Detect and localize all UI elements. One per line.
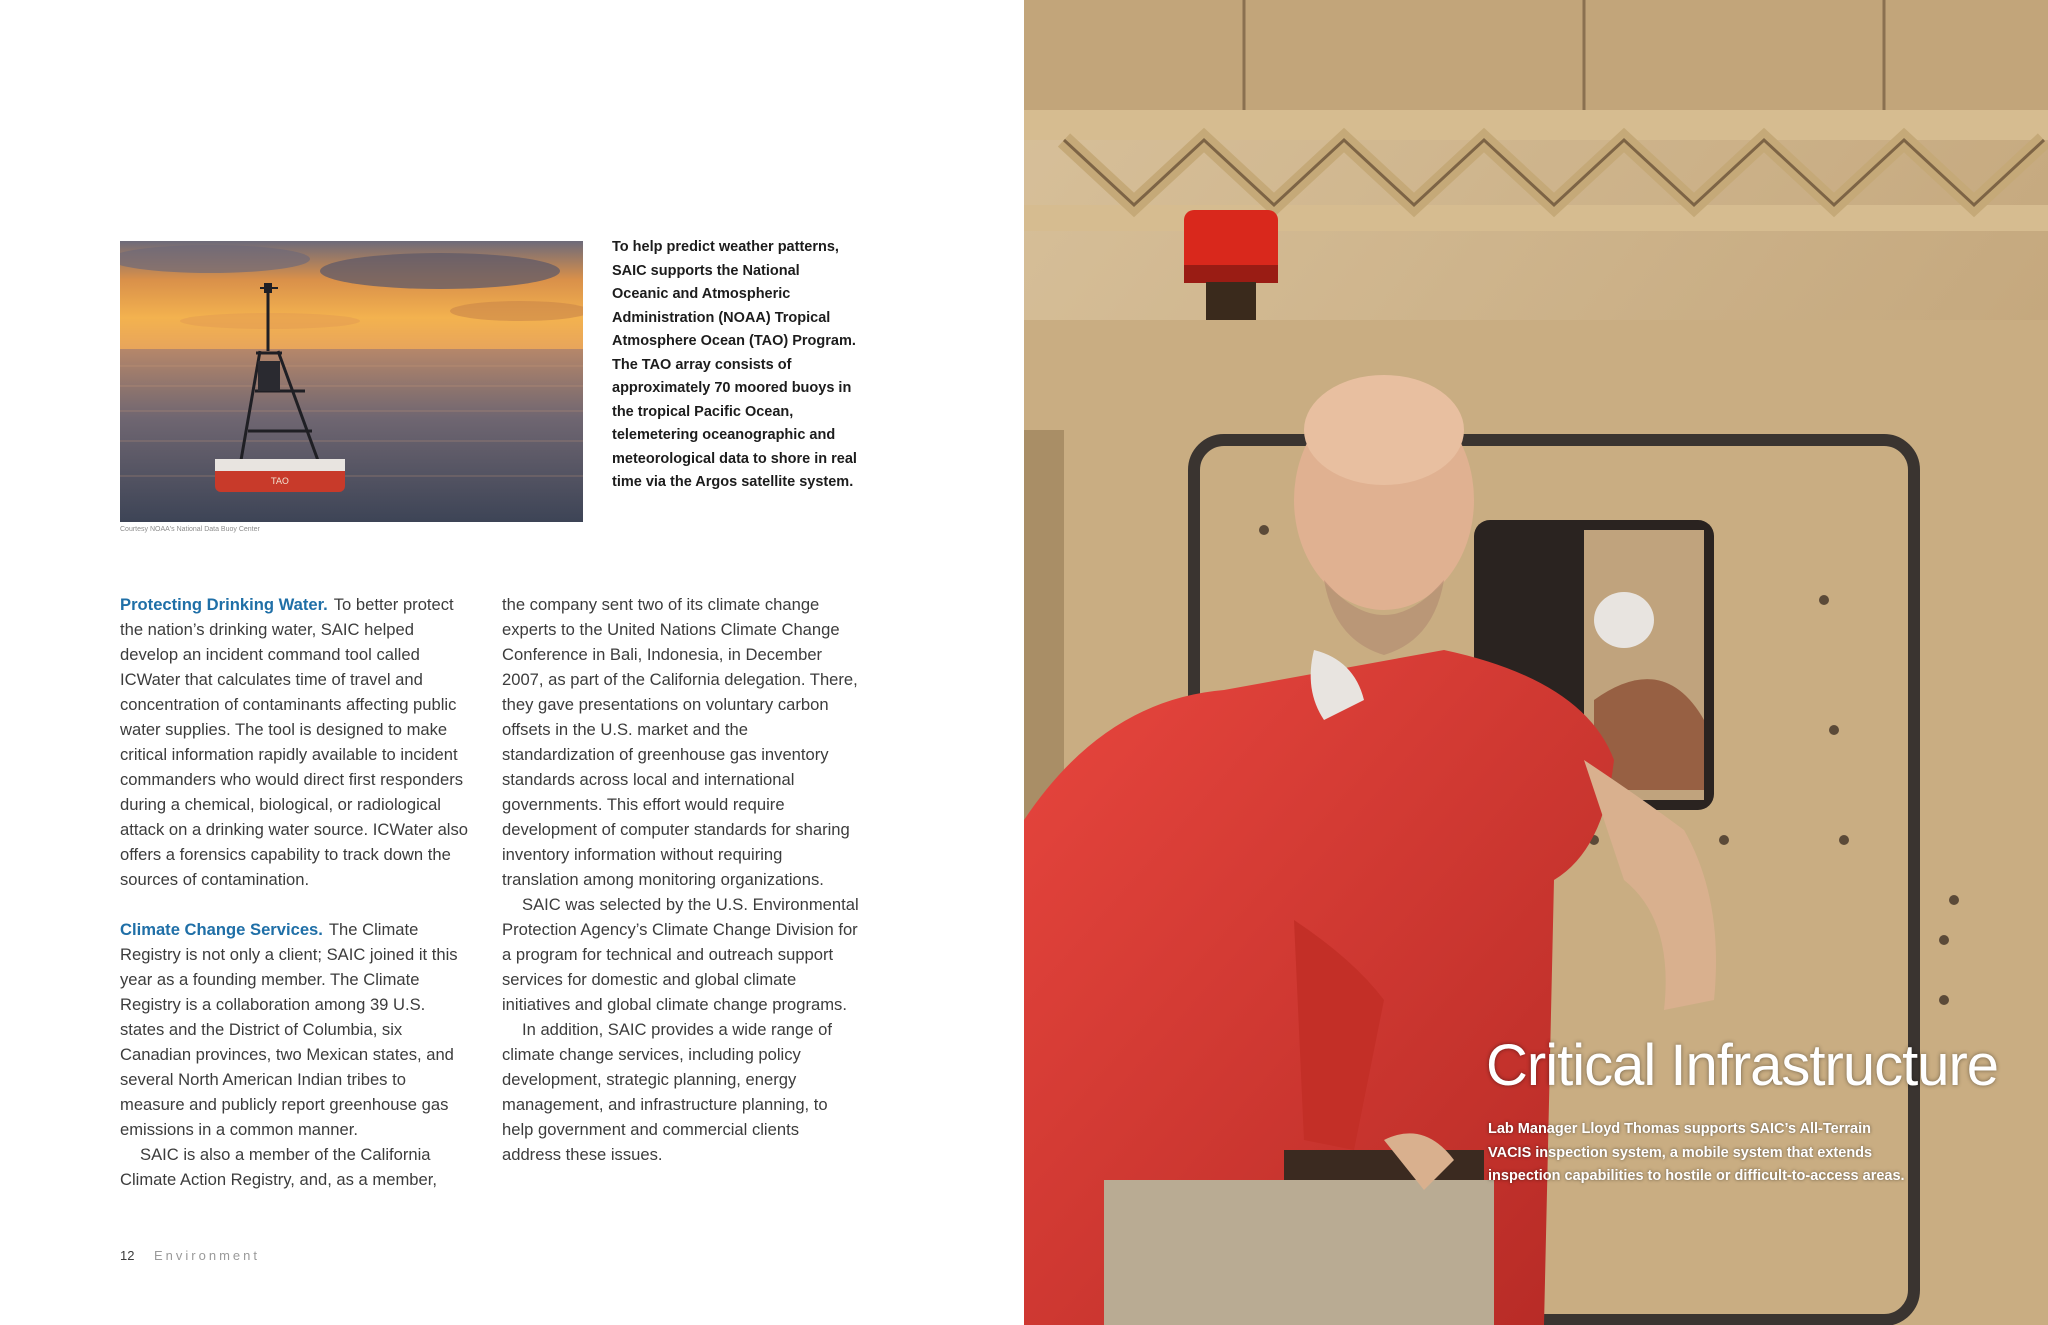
- photo-credit: Courtesy NOAA's National Data Buoy Center: [120, 526, 260, 533]
- text-column-1: [120, 592, 472, 1192]
- page-number: 12: [120, 1248, 135, 1263]
- page-title: Critical Infrastructure: [1486, 1033, 1999, 1098]
- section-heading-climate-change: Climate Change Services.: [120, 920, 323, 939]
- buoy-photo: [120, 241, 583, 522]
- buoy-label: TAO: [271, 477, 289, 487]
- paragraph-text: To better protect the nation’s drinking water, SAIC helped develop an incident command tool called ICWater that calculates time of travel and concentration of contaminants affecting public water supplies. The tool is designed to make critical information rapidly available to incident commanders who would direct first responders during a chemical, biological, or radiological attack on a drinking water source. ICWater also offers a forensics capability to track down the sources of contamination.: [120, 595, 469, 889]
- section-name: Environment: [154, 1248, 260, 1263]
- paragraph: SAIC was selected by the U.S. Environmental Protection Agency’s Climate Change Division for a program for technical and outreach support services for domestic and global climate initiatives and global climate change programs.: [502, 895, 859, 1014]
- paragraph: [120, 917, 472, 1142]
- paragraph: the company sent two of its climate change experts to the United Nations Climate Change Conference in Bali, Indonesia, in December 2007, as part of the California delegation. There, they gave presentations on voluntary carbon offsets in the U.S. market and the standardization of greenhouse gas inventory standards across local and international governments. This effort would require development of computer standards for sharing inventory information without requiring translation among monitoring organizations.: [502, 595, 858, 889]
- section-heading-drinking-water: Protecting Drinking Water.: [120, 595, 328, 614]
- text-column-2: [502, 592, 862, 1167]
- photo-caption: Lab Manager Lloyd Thomas supports SAIC’s All-Terrain VACIS inspection system, a mobile system that extends inspection capabilities to hostile or difficult-to-access areas.: [1488, 1121, 1905, 1184]
- paragraph: SAIC is also a member of the California Climate Action Registry, and, as a member,: [120, 1145, 437, 1189]
- paragraph-text: The Climate Registry is not only a client; SAIC joined it this year as a founding member. The Climate Registry is a collaboration among 39 U.S. states and the District of Columbia, six Canadian provinces, two Mexican states, and several North American Indian tribes to measure and publicly report greenhouse gas emissions in a common manner.: [120, 920, 458, 1139]
- paragraph: In addition, SAIC provides a wide range of climate change services, including policy development, strategic planning, energy management, and infrastructure planning, to help government and commercial clients address these issues.: [502, 1020, 832, 1164]
- buoy-caption: To help predict weather patterns, SAIC supports the National Oceanic and Atmospheric Administration (NOAA) Tropical Atmosphere Ocean (TAO) Program. The TAO array consists of approximately 70 moored buoys in the tropical Pacific Ocean, telemetering oceanographic and meteorological data to shore in real time via the Argos satellite system.: [612, 239, 857, 490]
- paragraph: [120, 592, 472, 892]
- right-page: [1024, 0, 2048, 1325]
